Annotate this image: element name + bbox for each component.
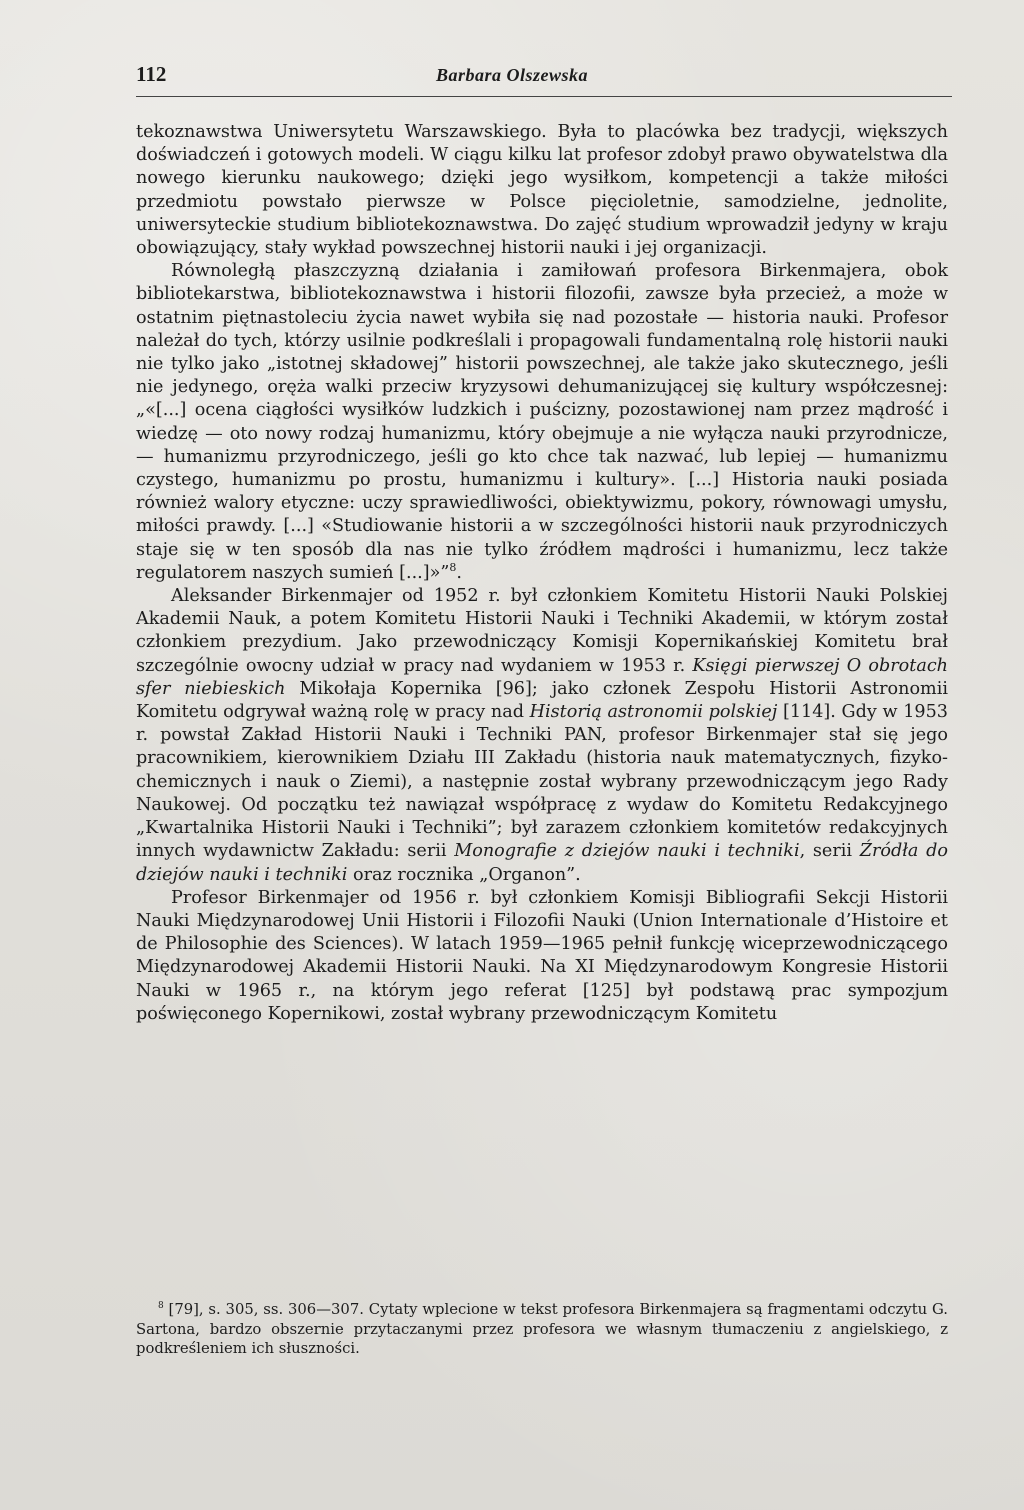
paragraph-3-part-b: Mikołaja Kopernika [96]; jako członek Zespołu Historii Astronomii Komitetu odgrywał ważną rolę w pracy nad (136, 678, 948, 723)
footnote-text: [79], s. 305, ss. 306—307. Cytaty wplecione w tekst profesora Birkenmajera są fragmentami odczytu G. Sartona, bardzo obszernie przytaczanymi przez profesora we własnym tłumaczeniu z angielskiego, z podkreśleniem ich słuszności. (136, 1301, 948, 1357)
footnotes (136, 1300, 948, 1359)
paragraph-3-part-e: oraz rocznika „Organon”. (347, 864, 581, 885)
page-number: 112 (136, 62, 167, 86)
paragraph-3 (136, 585, 948, 887)
running-head-author: Barbara Olszewska (436, 65, 589, 85)
paragraph-2-end: . (456, 562, 462, 583)
paragraph-2-text: Równoległą płaszczyzną działania i zamiłowań profesora Birkenmajera, obok bibliotekarstwa, bibliotekoznawstwa i historii filozofii, zawsze była przecież, a może w ostatnim piętnastoleciu życia nawet wybiła się nad pozostałe — historia nauki. Profesor należał do tych, którzy usilnie podkreślali i propagowali fundamentalną rolę historii nauki nie tylko jako „istotnej składowej” historii powszechnej, ale także jako skutecznego, jeśli nie jedynego, oręża walki przeciw kryzysowi dehumanizującej się kultury współczesnej: „«[...] ocena ciągłości wysiłków ludzkich i puścizny, pozostawionej nam przez mądrość i wiedzę — oto nowy rodzaj humanizmu, który obejmuje a nie wyłącza nauki przyrodnicze, — humanizmu przyrodniczego, jeśli go kto chce tak nazwać, lub lepiej — humanizmu czystego, humanizmu po prostu, humanizmu i kultury». [...] Historia nauki posiada również walory etyczne: uczy sprawiedliwości, obiektywizmu, pokory, równowagi umysłu, miłości prawdy. [...] «Studiowanie historii a w szczególności historii nauk przyrodniczych staje się w ten sposób dla nas nie tylko źródłem mądrości i humanizmu, lecz także regulatorem naszych sumień [...]»” (136, 261, 948, 583)
paragraph-2 (136, 260, 948, 585)
paragraph-3-part-c: [114]. Gdy w 1953 r. powstał Zakład Historii Nauki i Techniki PAN, profesor Birkenmajer stał się jego pracownikiem, kierownikiem Działu III Zakładu (historia nauk matematycznych, fizyko-chemicznych i nauk o Ziemi), a następnie został wybrany przewodniczącym jego Rady Naukowej. Od początku też nawiązał współpracę z wydaw do Komitetu Redakcyjnego „Kwartalnika Historii Nauki i Techniki”; był zarazem członkiem komitetów redakcyjnych innych wydawnictw Zakładu: serii (136, 702, 948, 862)
title-zrodla: Źródła do dziejów nauki i techniki (136, 841, 948, 885)
paragraph-3-part-d: , serii (799, 841, 860, 862)
paragraph-3-part-a: Aleksander Birkenmajer od 1952 r. był członkiem Komitetu Historii Nauki Polskiej Akademii Nauk, a potem Komitetu Historii Nauki i Techniki Akademii, w którym został członkiem prezydium. Jako przewodniczący Komisji Kopernikańskiej Komitetu brał szczególnie owocny udział w pracy nad wydaniem w 1953 r. (136, 586, 948, 676)
footnote-reference-8: 8 (449, 561, 457, 574)
paragraph-4: Profesor Birkenmajer od 1956 r. był członkiem Komisji Bibliografii Sekcji Historii Nauki Międzynarodowej Unii Historii i Filozofii Nauki (Union Internationale d’Histoire et de Philosophie des Sciences). W latach 1959—1965 pełnił funkcję wiceprzewodniczącego Międzynarodowej Akademii Historii Nauki. Na XI Międzynarodowym Kongresie Historii Nauki w 1965 r., na którym jego referat [125] był podstawą prac sympozjum poświęconego Kopernikowi, został wybrany przewodniczącym Komitetu (136, 887, 948, 1024)
body-text (136, 121, 948, 1026)
title-monografie: Monografie z dziejów nauki i techniki (454, 841, 800, 862)
title-ksiegi-pierwszej: Księgi pierwszej O obrotach sfer niebieskich (136, 655, 949, 699)
paragraph-1: tekoznawstwa Uniwersytetu Warszawskiego. Była to placówka bez tradycji, większych doświadczeń i gotowych modeli. W ciągu kilku lat profesor zdobył prawo obywatelstwa dla nowego kierunku naukowego; dzięki jego wysiłkom, kompetencji a także miłości przedmiotu powstało pierwsze w Polsce pięcioletnie, samodzielne, jednolite, uniwersyteckie studium bibliotekoznawstwa. Do zajęć studium wprowadził jedyny w kraju obowiązujący, stały wykład powszechnej historii nauki i jej organizacji. (136, 122, 948, 259)
footnote-marker: 8 (158, 1301, 164, 1312)
title-historia-astronomii: Historią astronomii polskiej (529, 702, 778, 723)
footnote-8 (136, 1300, 948, 1359)
page-header (136, 62, 952, 97)
